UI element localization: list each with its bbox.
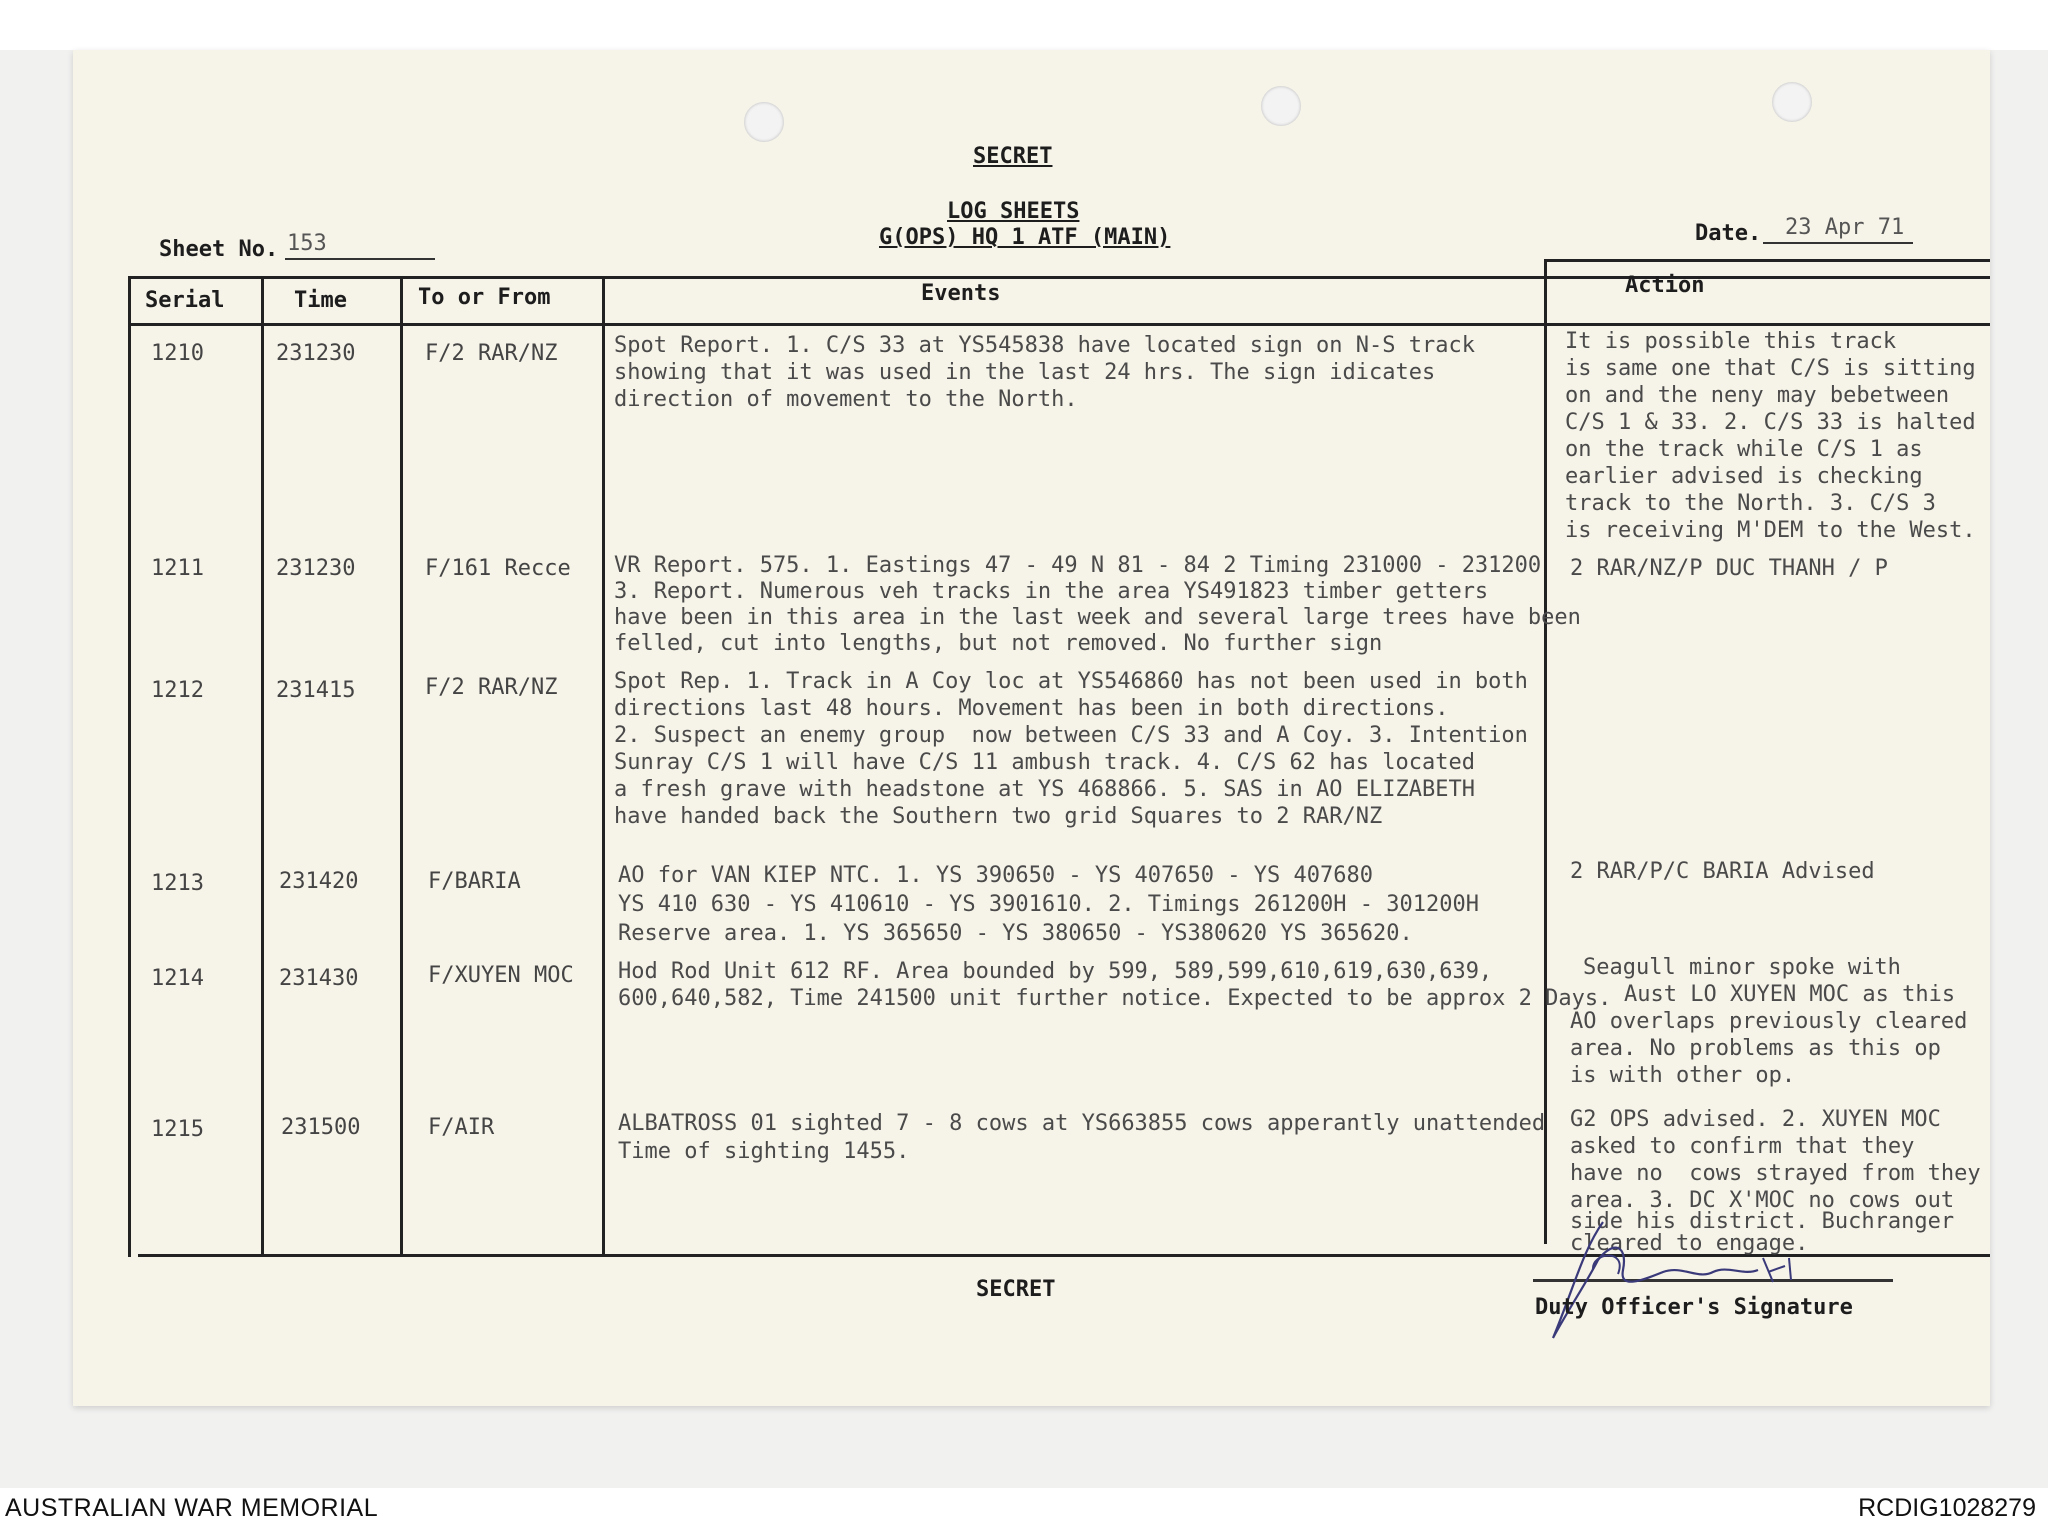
row-from: F/BARIA xyxy=(428,869,521,894)
row-from: F/2 RAR/NZ xyxy=(425,675,558,700)
col-border xyxy=(602,276,605,1257)
row-event-line: Time of sighting 1455. xyxy=(618,1139,910,1164)
row-time: 231230 xyxy=(276,341,356,366)
header-events: Events xyxy=(921,281,1001,306)
row-event-line: showing that it was used in the last 24 hrs. The sign idicates xyxy=(614,360,1436,385)
row-event-line: 2. Suspect an enemy group now between C/S 33 and A Coy. 3. Intention xyxy=(614,723,1528,748)
row-event-line: felled, cut into lengths, but not removed. No further sign xyxy=(614,631,1383,656)
sheet-number-value: 153 xyxy=(287,231,327,256)
footer-credit: AUSTRALIAN WAR MEMORIAL xyxy=(5,1494,379,1522)
row-event-line: have been in this area in the last week and several large trees have been xyxy=(614,605,1581,630)
log-sheet-paper xyxy=(73,50,1990,1406)
classification-top: SECRET xyxy=(973,144,1053,169)
row-action-line: It is possible this track xyxy=(1565,329,1897,354)
row-from: F/161 Recce xyxy=(425,556,571,581)
row-event-line: a fresh grave with headstone at YS 468866. 5. SAS in AO ELIZABETH xyxy=(614,777,1475,802)
row-event-line: Spot Report. 1. C/S 33 at YS545838 have located sign on N-S track xyxy=(614,333,1475,358)
header-to-or-from: To or From xyxy=(418,285,551,310)
row-serial: 1211 xyxy=(151,556,204,581)
row-from: F/2 RAR/NZ xyxy=(425,341,558,366)
signature-label: Duty Officer's Signature xyxy=(1535,1295,1853,1320)
table-top-border xyxy=(128,276,1990,279)
col-border xyxy=(261,276,264,1257)
row-from: F/XUYEN MOC xyxy=(428,963,574,988)
row-action-line: 2 RAR/P/C BARIA Advised xyxy=(1570,859,1875,884)
row-from: F/AIR xyxy=(428,1115,495,1140)
sheet-number-label: Sheet No. xyxy=(159,237,279,262)
row-action-line: is same one that C/S is sitting xyxy=(1565,356,1976,381)
header-serial: Serial xyxy=(145,288,225,313)
date-line xyxy=(1763,242,1913,244)
col-border xyxy=(400,276,403,1257)
row-action-line: C/S 1 & 33. 2. C/S 33 is halted xyxy=(1565,410,1976,435)
row-time: 231230 xyxy=(276,556,356,581)
row-event-line: YS 410 630 - YS 410610 - YS 3901610. 2. Timings 261200H - 301200H xyxy=(618,892,1479,917)
row-event-line: Sunray C/S 1 will have C/S 11 ambush track. 4. C/S 62 has located xyxy=(614,750,1475,775)
row-action-line: is receiving M'DEM to the West. xyxy=(1565,518,1976,543)
action-top-border xyxy=(1545,259,1990,262)
row-event-line: directions last 48 hours. Movement has been in both directions. xyxy=(614,696,1449,721)
punch-hole xyxy=(1772,82,1812,122)
row-action-line: Aust LO XUYEN MOC as this xyxy=(1624,982,1956,1007)
row-time: 231430 xyxy=(279,966,359,991)
header-action: Action xyxy=(1625,273,1705,298)
row-serial: 1210 xyxy=(151,341,204,366)
sheet-number-line xyxy=(285,258,435,260)
row-time: 231420 xyxy=(279,869,359,894)
row-event-line: Reserve area. 1. YS 365650 - YS 380650 - YS380620 YS 365620. xyxy=(618,921,1413,946)
date-label: Date. xyxy=(1695,221,1762,246)
punch-hole xyxy=(1261,86,1301,126)
row-event-line: have handed back the Southern two grid Squares to 2 RAR/NZ xyxy=(614,804,1383,829)
row-event-line: 600,640,582, Time 241500 unit further notice. Expected to be approx 2 Days. xyxy=(618,986,1612,1011)
row-action-line: on and the neny may bebetween xyxy=(1565,383,1950,408)
row-time: 231500 xyxy=(281,1115,361,1140)
row-action-line: is with other op. xyxy=(1570,1063,1796,1088)
row-event-line: ALBATROSS 01 sighted 7 - 8 cows at YS663855 cows apperantly unattended xyxy=(618,1111,1546,1136)
row-action-line: have no cows strayed from they xyxy=(1570,1161,1981,1186)
row-action-line: area. No problems as this op xyxy=(1570,1036,1941,1061)
row-event-line: AO for VAN KIEP NTC. 1. YS 390650 - YS 407650 - YS 407680 xyxy=(618,863,1373,888)
row-serial: 1214 xyxy=(151,966,204,991)
row-event-line: Spot Rep. 1. Track in A Coy loc at YS546860 has not been used in both xyxy=(614,669,1528,694)
top-margin xyxy=(0,0,2048,50)
classification-bottom: SECRET xyxy=(976,1277,1056,1302)
row-action-line: on the track while C/S 1 as xyxy=(1565,437,1923,462)
row-action-line: G2 OPS advised. 2. XUYEN MOC xyxy=(1570,1107,1941,1132)
row-action-line: cleared to engage. xyxy=(1570,1231,1809,1256)
footer-reference: RCDIG1028279 xyxy=(1858,1494,2036,1522)
row-event-line: VR Report. 575. 1. Eastings 47 - 49 N 81 - 84 2 Timing 231000 - 231200 xyxy=(614,553,1542,578)
row-serial: 1212 xyxy=(151,678,204,703)
header-time: Time xyxy=(294,288,347,313)
col-border xyxy=(128,276,131,1257)
row-serial: 1213 xyxy=(151,871,204,896)
page-subtitle: G(OPS) HQ 1 ATF (MAIN) xyxy=(879,225,1171,250)
row-time: 231415 xyxy=(276,678,356,703)
row-action-line: track to the North. 3. C/S 3 xyxy=(1565,491,1936,516)
row-action-line: 2 RAR/NZ/P DUC THANH / P xyxy=(1570,556,1888,581)
col-border xyxy=(1544,259,1547,1244)
row-action-line: side his district. Buchranger xyxy=(1570,1209,1955,1234)
header-divider xyxy=(128,323,1990,326)
row-serial: 1215 xyxy=(151,1117,204,1142)
page-title: LOG SHEETS xyxy=(947,199,1080,224)
punch-hole xyxy=(744,102,784,142)
row-action-line: area. 3. DC X'MOC no cows out xyxy=(1570,1188,1955,1213)
row-event-line: Hod Rod Unit 612 RF. Area bounded by 599, 589,599,610,619,630,639, xyxy=(618,959,1493,984)
row-action-line: asked to confirm that they xyxy=(1570,1134,1915,1159)
date-value: 23 Apr 71 xyxy=(1785,215,1905,240)
row-event-line: direction of movement to the North. xyxy=(614,387,1078,412)
row-action-line: AO overlaps previously cleared xyxy=(1570,1009,1968,1034)
row-action-line: earlier advised is checking xyxy=(1565,464,1923,489)
row-event-line: 3. Report. Numerous veh tracks in the area YS491823 timber getters xyxy=(614,579,1489,604)
row-action-line: Seagull minor spoke with xyxy=(1583,955,1901,980)
